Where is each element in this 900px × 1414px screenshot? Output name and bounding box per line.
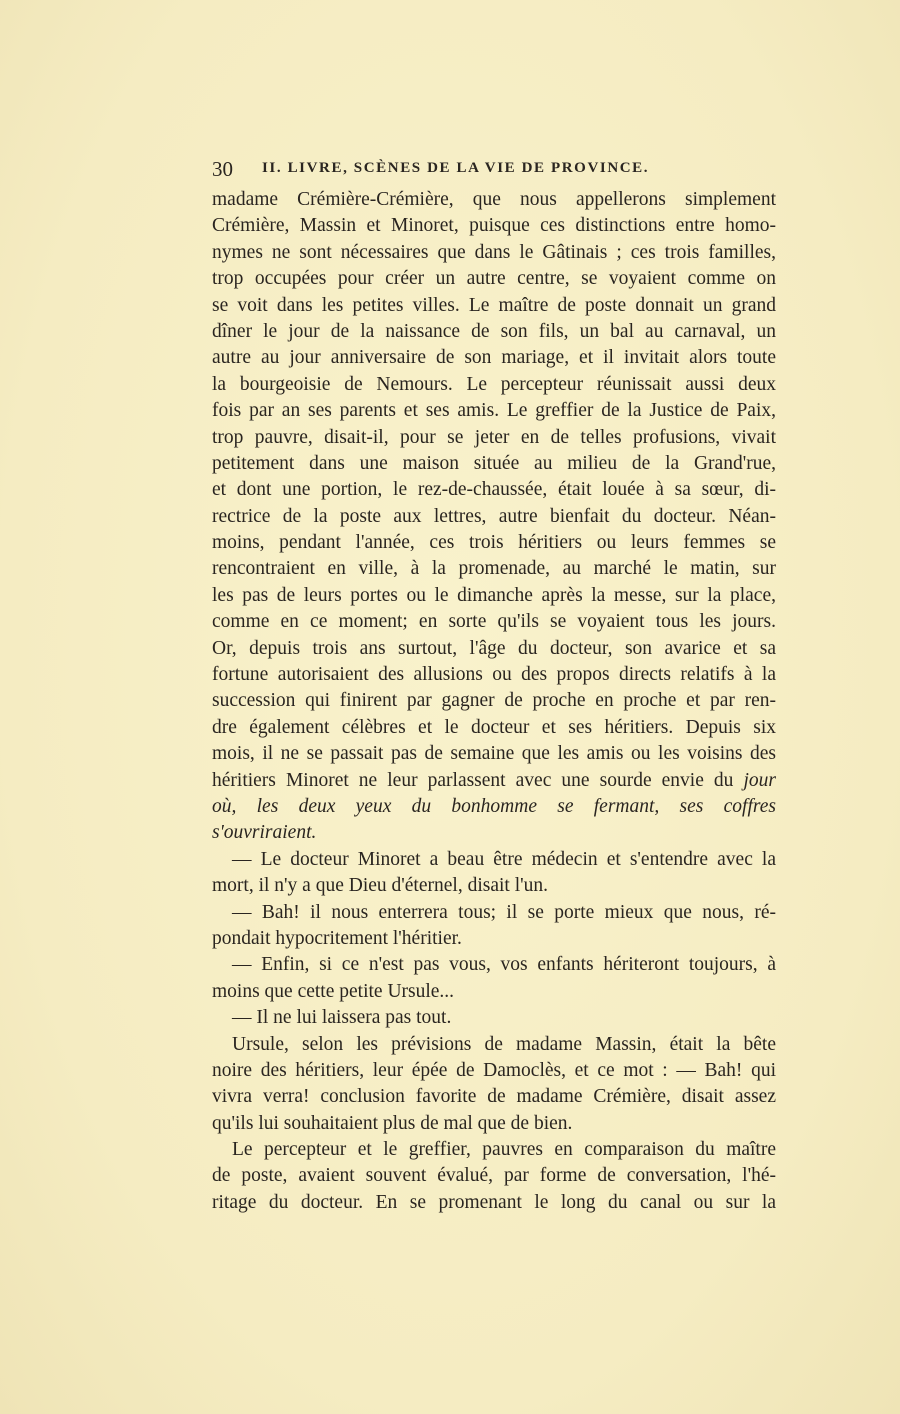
text-line bbox=[212, 266, 776, 292]
text-line bbox=[212, 451, 776, 477]
text-line bbox=[212, 530, 776, 556]
text-line bbox=[212, 1058, 776, 1084]
text-segment: moins que cette petite Ursule... bbox=[212, 980, 455, 1002]
text-segment: la bourgeoisie de Nemours. Le percepteur réunissait aussi deux bbox=[212, 373, 776, 395]
text-segment: dîner le jour de la naissance de son fils, un bal au carnaval, un bbox=[212, 320, 776, 342]
text-line bbox=[212, 1005, 776, 1031]
text-segment: succession qui finirent par gagner de proche en proche et par ren- bbox=[212, 690, 776, 712]
text-segment: vivra verra! conclusion favorite de madame Crémière, disait assez bbox=[212, 1086, 776, 1108]
text-segment: Or, depuis trois ans surtout, l'âge du docteur, son avarice et sa bbox=[212, 637, 776, 659]
text-line bbox=[212, 477, 776, 503]
text-line bbox=[212, 979, 776, 1005]
text-line bbox=[212, 715, 776, 741]
text-segment: mort, il n'y a que Dieu d'éternel, disait l'un. bbox=[212, 875, 549, 897]
text-segment: rectrice de la poste aux lettres, autre bienfait du docteur. Néan- bbox=[212, 505, 776, 527]
text-segment: — Bah! il nous enterrera tous; il se porte mieux que nous, ré- bbox=[232, 901, 776, 923]
text-line bbox=[212, 1163, 776, 1189]
text-segment: comme en ce moment; en sorte qu'ils se voyaient tous les jours. bbox=[212, 611, 776, 633]
text-segment: et dont une portion, le rez-de-chaussée, était louée à sa sœur, di- bbox=[212, 479, 776, 501]
text-line bbox=[212, 741, 776, 767]
text-segment: rencontraient en ville, à la promenade, au marché le matin, sur bbox=[212, 558, 776, 580]
text-line bbox=[212, 636, 776, 662]
text-line bbox=[212, 583, 776, 609]
text-segment: Crémière, Massin et Minoret, puisque ces distinctions entre homo- bbox=[212, 215, 776, 237]
text-segment: moins, pendant l'année, ces trois héritiers ou leurs femmes se bbox=[212, 532, 776, 554]
text-line bbox=[212, 609, 776, 635]
text-segment: qu'ils lui souhaitaient plus de mal que de bien. bbox=[212, 1112, 573, 1134]
text-line bbox=[212, 900, 776, 926]
text-segment: les pas de leurs portes ou le dimanche après la messe, sur la place, bbox=[212, 584, 776, 606]
text-line bbox=[212, 213, 776, 239]
page-header bbox=[212, 157, 712, 183]
text-segment: nymes ne sont nécessaires que dans le Gâtinais ; ces trois familles, bbox=[212, 241, 776, 263]
text-segment: héritiers Minoret ne leur parlassent avec une sourde envie du bbox=[212, 769, 744, 791]
page-number: 30 bbox=[212, 157, 233, 181]
text-line bbox=[212, 952, 776, 978]
text-segment: de poste, avaient souvent évalué, par forme de conversation, l'hé- bbox=[212, 1165, 776, 1187]
text-line bbox=[212, 820, 776, 846]
text-line bbox=[212, 1190, 776, 1216]
italic-text: jour bbox=[743, 769, 776, 791]
text-segment: ritage du docteur. En se promenant le long du canal ou sur la bbox=[212, 1191, 776, 1213]
text-segment: Le percepteur et le greffier, pauvres en comparaison du maître bbox=[232, 1139, 776, 1161]
text-segment: fois par an ses parents et ses amis. Le greffier de la Justice de Paix, bbox=[212, 400, 776, 422]
text-segment: — Le docteur Minoret a beau être médecin et s'entendre avec la bbox=[232, 848, 776, 870]
text-segment: trop occupées pour créer un autre centre, se voyaient comme on bbox=[212, 268, 776, 290]
text-segment: mois, il ne se passait pas de semaine que les amis ou les voisins des bbox=[212, 743, 776, 765]
text-line bbox=[212, 873, 776, 899]
text-segment: autre au jour anniversaire de son mariage, et il invitait alors toute bbox=[212, 347, 776, 369]
text-segment: noire des héritiers, leur épée de Damoclès, et ce mot : — Bah! qui bbox=[212, 1059, 776, 1081]
running-title: II. LIVRE, SCÈNES DE LA VIE DE PROVINCE. bbox=[262, 160, 650, 176]
body-text bbox=[212, 187, 776, 1216]
text-line bbox=[212, 1032, 776, 1058]
text-segment: petitement dans une maison située au milieu de la Grand'rue, bbox=[212, 452, 776, 474]
text-segment: madame Crémière-Crémière, que nous appellerons simplement bbox=[212, 189, 776, 210]
text-line bbox=[212, 926, 776, 952]
text-segment: dre également célèbres et le docteur et ses héritiers. Depuis six bbox=[212, 716, 776, 738]
text-line bbox=[212, 319, 776, 345]
text-segment: — Il ne lui laissera pas tout. bbox=[232, 1007, 452, 1029]
text-segment: pondait hypocritement l'héritier. bbox=[212, 927, 462, 949]
text-line bbox=[212, 240, 776, 266]
text-line bbox=[212, 425, 776, 451]
text-segment: — Enfin, si ce n'est pas vous, vos enfants hériteront toujours, à bbox=[232, 954, 776, 976]
italic-text: s'ouvriraient. bbox=[212, 822, 317, 844]
text-segment: trop pauvre, disait-il, pour se jeter en de telles profusions, vivait bbox=[212, 426, 776, 448]
text-line bbox=[212, 1137, 776, 1163]
text-line bbox=[212, 794, 776, 820]
text-segment: Ursule, selon les prévisions de madame Massin, était la bête bbox=[232, 1033, 776, 1055]
text-line bbox=[212, 1084, 776, 1110]
text-line bbox=[212, 847, 776, 873]
text-line bbox=[212, 398, 776, 424]
text-line bbox=[212, 556, 776, 582]
text-segment: fortune autorisaient des allusions ou des propos directs relatifs à la bbox=[212, 664, 776, 686]
text-line bbox=[212, 293, 776, 319]
text-segment: se voit dans les petites villes. Le maître de poste donnait un grand bbox=[212, 294, 776, 316]
text-line bbox=[212, 1111, 776, 1137]
text-line bbox=[212, 768, 776, 794]
italic-text: où, les deux yeux du bonhomme se fermant, ses coffres bbox=[212, 795, 776, 817]
text-line bbox=[212, 504, 776, 530]
text-line bbox=[212, 688, 776, 714]
text-line bbox=[212, 662, 776, 688]
text-line bbox=[212, 187, 776, 213]
text-line bbox=[212, 372, 776, 398]
text-line bbox=[212, 345, 776, 371]
